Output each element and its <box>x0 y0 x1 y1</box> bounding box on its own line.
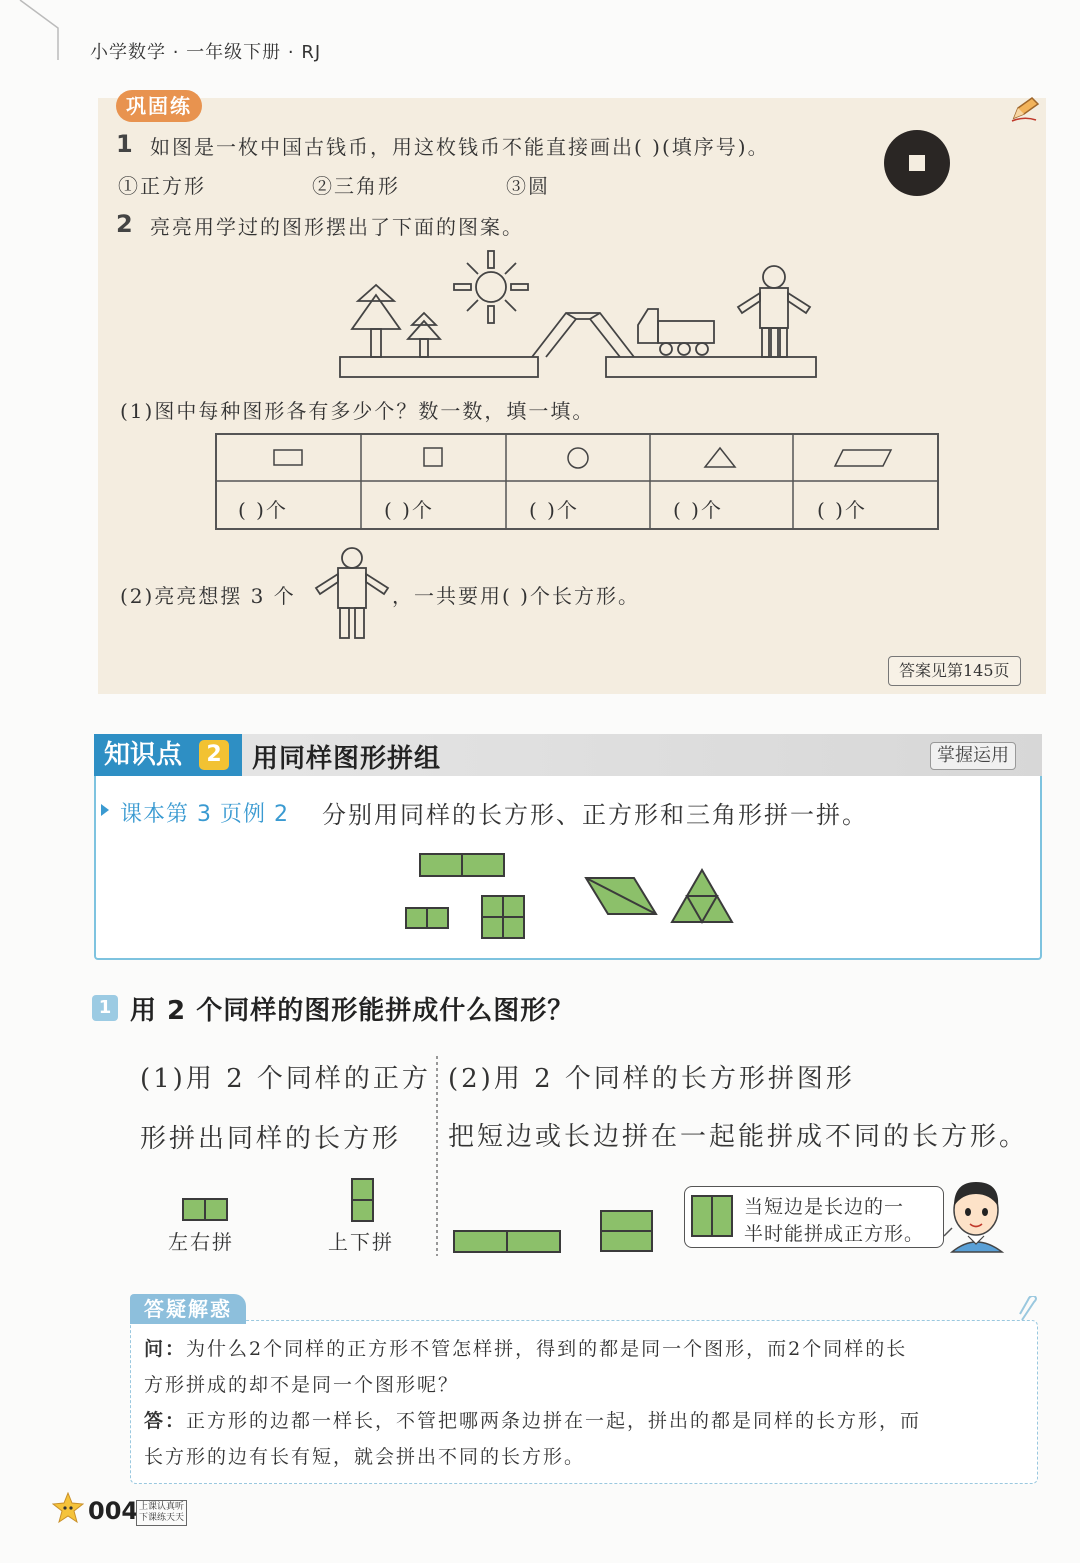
section-number: 1 <box>92 995 118 1021</box>
count-cell-parallelogram[interactable]: ( )个 <box>817 498 867 522</box>
textbook-example-text: 分别用同样的长方形、正方形和三角形拼一拼。 <box>322 801 868 829</box>
mastery-badge: 掌握运用 <box>930 742 1016 770</box>
coin-square-hole <box>909 155 925 171</box>
question-2-sub2-suffix: ，一共要用( )个长方形。 <box>392 584 640 608</box>
boy-avatar <box>940 1174 1012 1254</box>
side-by-side-squares <box>182 1198 230 1222</box>
part1-line2: 形拼出同样的长方形 <box>140 1124 402 1154</box>
option-2: ②三角形 <box>312 174 400 198</box>
question-2-sub1: (1)图中每种图形各有多少个？数一数，填一填。 <box>120 399 595 423</box>
robot-figure-icon <box>312 546 392 642</box>
long-side-joined-rectangles <box>453 1230 563 1254</box>
option-3: ③圆 <box>506 174 550 198</box>
question-line2: 方形拼成的却不是同一个图形呢？ <box>144 1374 460 1396</box>
question-2-text: 亮亮用学过的图形摆出了下面的图案。 <box>150 215 524 239</box>
shape-pattern-illustration <box>336 245 836 385</box>
short-side-joined-rectangles <box>599 1210 655 1254</box>
knowledge-point-number: 2 <box>199 740 229 770</box>
parallelogram-shape-icon <box>835 450 891 466</box>
count-cell-rectangle[interactable]: ( )个 <box>238 498 288 522</box>
part1-line1: (1)用 2 个同样的正方 <box>140 1064 431 1094</box>
answer-reference-tag: 答案见第145页 <box>888 656 1021 686</box>
circle-shape-icon <box>568 448 588 468</box>
textbook-reference: 课本第 3 页例 2 <box>120 802 289 827</box>
star-mascot-icon <box>52 1492 84 1524</box>
count-cell-square[interactable]: ( )个 <box>384 498 434 522</box>
answer-label: 答： <box>144 1410 187 1432</box>
answer-line2: 长方形的边有长有短，就会拼出不同的长方形。 <box>144 1446 586 1468</box>
question-line1 <box>144 1331 907 1367</box>
stacked-squares <box>350 1178 376 1224</box>
label-top-bottom: 上下拼 <box>328 1230 394 1254</box>
vertical-dashed-divider <box>435 1056 439 1256</box>
part2-line1: (2)用 2 个同样的长方形拼图形 <box>448 1064 855 1094</box>
count-cell-circle[interactable]: ( )个 <box>529 498 579 522</box>
page-corner-decoration <box>0 0 70 70</box>
rectangle-shape-icon <box>274 450 302 465</box>
paperclip-icon <box>1016 1296 1040 1324</box>
page-number: 004 <box>88 1497 139 1525</box>
section-title: 用 2 个同样的图形能拼成什么图形？ <box>130 996 575 1026</box>
question-text: 为什么2个同样的正方形不管怎样拼，得到的都是同一个图形，而2个同样的长 <box>186 1338 908 1360</box>
speech-bubble-square-icon <box>690 1194 736 1240</box>
slogan-line1: 上课认真听 <box>139 1502 185 1512</box>
qa-tag: 答疑解惑 <box>130 1294 246 1324</box>
slogan-line2: 下课练天天 <box>139 1513 185 1523</box>
option-1: ①正方形 <box>118 174 206 198</box>
answer-text: 正方形的边都一样长，不管把哪两条边拼在一起，拼出的都是同样的长方形，而 <box>186 1410 922 1432</box>
question-label: 问： <box>144 1338 187 1360</box>
speech-text-line1: 当短边是长边的一 <box>744 1196 905 1218</box>
example-shapes-illustration <box>404 852 744 942</box>
triangle-bullet-icon <box>100 803 110 817</box>
question-2-number: 2 <box>116 210 133 238</box>
practice-tag: 巩固练 <box>116 90 202 122</box>
knowledge-point-title: 用同样图形拼组 <box>252 744 442 774</box>
label-left-right: 左右拼 <box>168 1230 234 1254</box>
part2-line2: 把短边或长边拼在一起能拼成不同的长方形。 <box>448 1122 1029 1152</box>
question-1-text: 如图是一枚中国古钱币，用这枚钱币不能直接画出( )(填序号)。 <box>150 135 770 159</box>
pencil-icon <box>1010 96 1040 122</box>
speech-text-line2: 半时能拼成正方形。 <box>744 1223 925 1245</box>
question-1-number: 1 <box>116 130 133 158</box>
count-cell-triangle[interactable]: ( )个 <box>673 498 723 522</box>
triangle-shape-icon <box>705 448 735 467</box>
question-2-sub2-prefix: (2)亮亮想摆 3 个 <box>120 584 296 608</box>
knowledge-point-label: 知识点 <box>94 734 242 776</box>
page-slogan <box>136 1500 187 1526</box>
page-header: 小学数学 · 一年级下册 · RJ <box>90 42 322 63</box>
answer-line1 <box>144 1403 921 1439</box>
square-shape-icon <box>424 448 442 466</box>
